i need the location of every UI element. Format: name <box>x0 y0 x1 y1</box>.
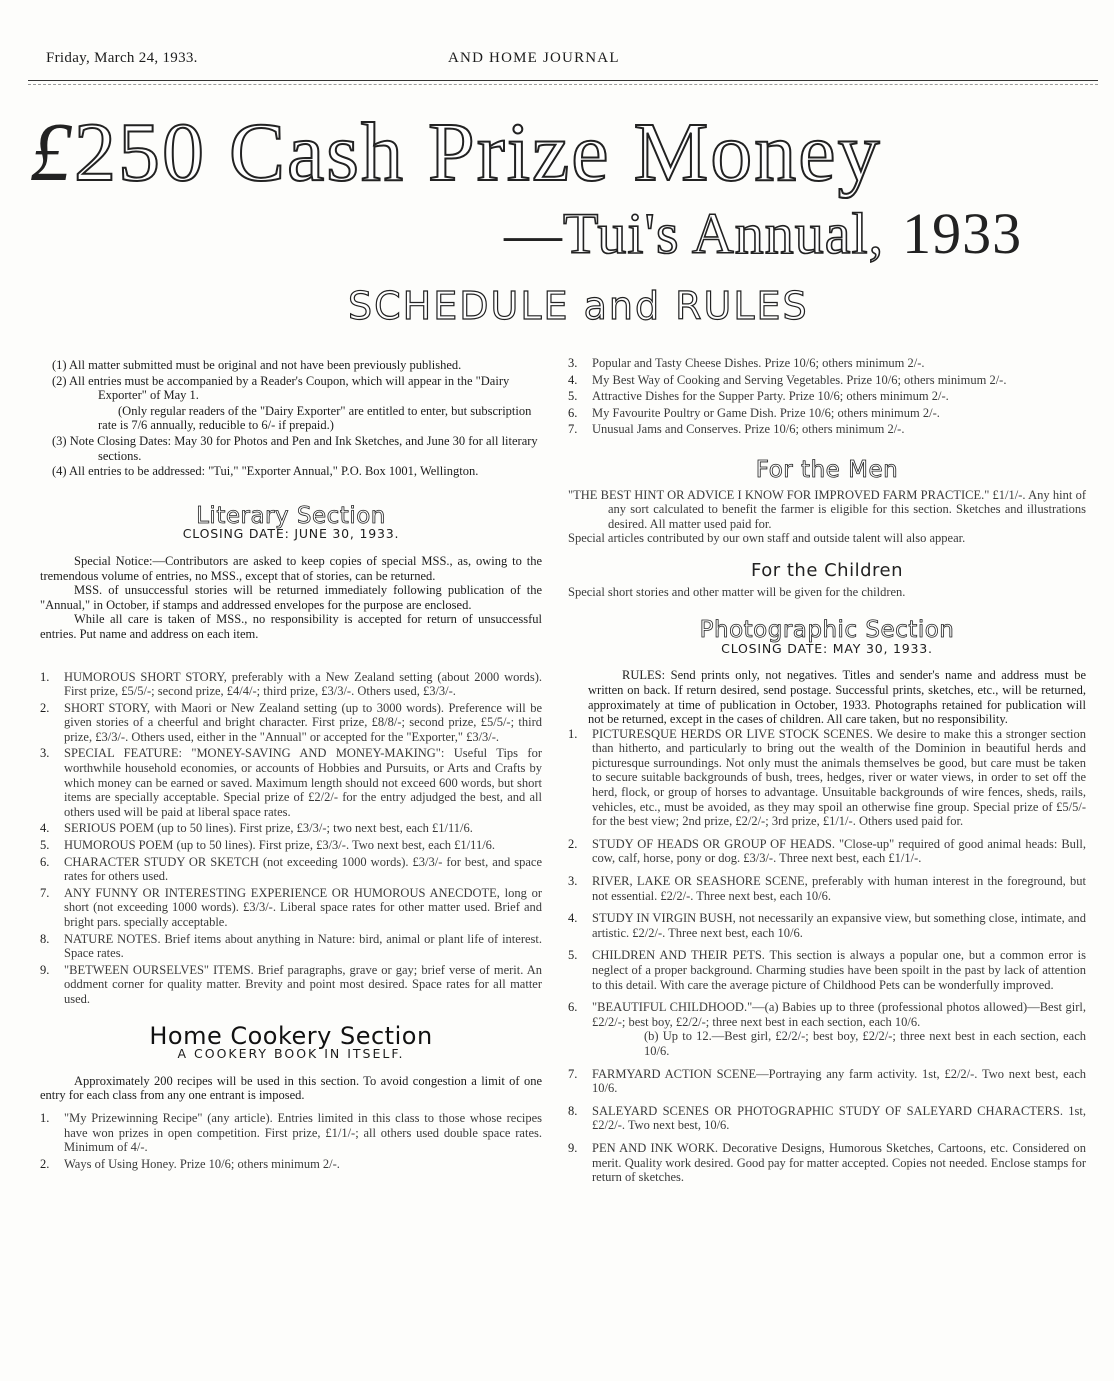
item-number: 8. <box>568 1103 578 1118</box>
literary-notice-2: MSS. of unsuccessful stories will be returned immediately following publication of the "Annual," in October, if stamps and addressed envelopes for the purpose are enclosed. <box>40 583 542 612</box>
item-text: CHILDREN AND THEIR PETS. This section is always a popular one, but a common error is neglect of a proper background. Charming studies have been spoilt in the past by lack of attention to this detail. With care the average picture of Childhood Pets can be wonderfully improved. <box>592 948 1086 992</box>
photo-item <box>568 1141 1086 1185</box>
item-number: 6. <box>568 1000 578 1015</box>
literary-item <box>40 886 542 930</box>
item-number: 5. <box>40 838 50 853</box>
item-text: Attractive Dishes for the Supper Party. Prize 10/6; others minimum 2/-. <box>592 389 949 404</box>
item-text: "BEAUTIFUL CHILDHOOD."—(a) Babies up to three (professional photos allowed)—Best girl, £2/2/-; best boy, £2/2/-; three next best in each section, each 10/6. <box>592 1000 1086 1029</box>
photo-item <box>568 911 1086 940</box>
photo-item <box>568 837 1086 866</box>
item-number: 7. <box>568 422 578 437</box>
item-number: 3. <box>568 874 578 889</box>
item-subtext: (b) Up to 12.—Best girl, £2/2/-; best boy, £2/2/-; three next best in each section, each 10/6. <box>644 1029 1086 1058</box>
item-number: 3. <box>568 356 578 370</box>
publication-name: AND HOME JOURNAL <box>448 50 620 66</box>
item-number: 7. <box>40 885 50 900</box>
general-rules <box>40 358 542 479</box>
photo-item <box>568 948 1086 992</box>
item-number: 2. <box>40 1156 50 1171</box>
item-number: 9. <box>40 962 50 977</box>
item-text: PICTURESQUE HERDS OR LIVE STOCK SCENES. We desire to make this a stronger section than hitherto, and particularly to bring out the wealth of the Dominion in beautiful herds and picturesque surroundings. Not only must the animals themselves be good, but care must be taken to secure suitable backgrounds of bush, trees, hedges, river or water views, in order to set off the herd, flock, or group of horses to advantage. Unsuitable backgrounds of wire fences, sheds, rails, vehicles, etc., must be avoided, as they may spoil an otherwise fine group. Special prize of £5/5/- for the best view; 2nd prize, £2/2/-; 3rd prize, £1/1/-. Others used paid for. <box>592 726 1086 829</box>
literary-item <box>40 670 542 699</box>
cookery-intro: Approximately 200 recipes will be used in this section. To avoid congestion a limit of one entry for each class from any one entrant is imposed. <box>40 1073 542 1103</box>
literary-item <box>40 838 542 853</box>
photo-rules: RULES: Send prints only, not negatives. Titles and sender's name and address must be written on back. If return desired, send postage. Successful prints, sketches, etc., will be returned, approximately at time of publication in October, 1933. Photographs retained for publication will not be returned, except in the cases of children. All care taken, but no responsibility. <box>588 668 1086 727</box>
item-text: "My Prizewinning Recipe" (any article). Entries limited in this class to those whose recipes have won prizes in open competition. First prize, £1/1/-; all others used double space rates. Minimum of 4/-. <box>64 1110 542 1155</box>
item-number: 9. <box>568 1140 578 1155</box>
item-text: CHARACTER STUDY OR SKETCH (not exceeding 1000 words). £3/3/- for best, and space rates for others used. <box>64 854 542 884</box>
cookery-item <box>568 422 1086 437</box>
item-text: NATURE NOTES. Brief items about anything in Nature: bird, animal or plant life of interest. Space rates. <box>64 931 542 961</box>
photo-item <box>568 874 1086 903</box>
item-number: 4. <box>568 911 578 926</box>
children-paragraph: Special short stories and other matter will be given for the children. <box>568 584 906 599</box>
item-text: My Best Way of Cooking and Serving Vegetables. Prize 10/6; others minimum 2/-. <box>592 372 1007 387</box>
rule-3: (3) Note Closing Dates: May 30 for Photos and Pen and Ink Sketches, and June 30 for all literary sections. <box>52 433 538 463</box>
item-text: SERIOUS POEM (up to 50 lines). First prize, £3/3/-; two next best, each £1/11/6. <box>64 821 473 836</box>
literary-notice-1: Special Notice:—Contributors are asked to keep copies of special MSS., as, owing to the tremendous volume of entries, no MSS., except that of stories, can be returned. <box>40 553 542 583</box>
literary-heading: Literary Section <box>196 502 386 529</box>
item-number: 8. <box>40 931 50 946</box>
photo-item <box>568 1067 1086 1096</box>
left-column <box>40 358 542 1173</box>
issue-date: Friday, March 24, 1933. <box>46 50 198 66</box>
rule-1: (1) All matter submitted must be original and not have been previously published. <box>52 358 462 372</box>
item-text: "BETWEEN OURSELVES" ITEMS. Brief paragraphs, grave or gay; brief verse of merit. An oddment corner for quality matter. Brevity and point most desired. Space rates for all matter used. <box>64 962 542 1006</box>
literary-notice-3: While all care is taken of MSS., no responsibility is accepted for return of unsuccessful entries. Put name and address on each item. <box>40 612 542 641</box>
item-text: ANY FUNNY OR INTERESTING EXPERIENCE OR HUMOROUS ANECDOTE, long or short (not exceeding 1000 words). £3/3/-. Liberal space rates for other matter used. Brief and bright pars. specially acceptable. <box>64 885 542 929</box>
item-text: My Favourite Poultry or Game Dish. Prize 10/6; others minimum 2/-. <box>592 405 940 420</box>
item-text: RIVER, LAKE OR SEASHORE SCENE, preferably with human interest in the foreground, but not essential. £2/2/-. Three next best, each 10/6. <box>592 874 1086 903</box>
cookery-item <box>40 1111 542 1155</box>
literary-closing-date: CLOSING DATE: JUNE 30, 1933. <box>182 526 400 542</box>
cookery-item <box>568 356 1086 371</box>
photo-item <box>568 1000 1086 1058</box>
rule-2-note: (Only regular readers of the "Dairy Exporter" are entitled to enter, but subscription rate is 7/6 annually, reducible to 6/- if prepaid.) <box>98 403 532 433</box>
photo-closing-date: CLOSING DATE: MAY 30, 1933. <box>721 640 933 656</box>
item-text: SPECIAL FEATURE: "MONEY-SAVING AND MONEY-MAKING": Useful Tips for worthwhile household economies, or accounts of Hobbies and Pursuits, or Arts and Crafts by which money can be earned or saved. Maximum length should not exceed 600 words, but short items are specially acceptable. Special prize of £2/2/- for the entry adjudged the best, and all others used will be paid at liberal space rates. <box>64 746 542 819</box>
main-headline-text: 250 Cash Prize Money <box>74 106 882 199</box>
photo-item <box>568 1104 1086 1133</box>
rule-4: (4) All entries to be addressed: "Tui," "Exporter Annual," P.O. Box 1001, Wellington. <box>52 464 479 479</box>
item-number: 6. <box>40 854 50 869</box>
item-text: STUDY IN VIRGIN BUSH, not necessarily an expansive view, but something close, intimate, and artistic. £2/2/-. Three next best, each 10/6. <box>592 911 1086 940</box>
item-number: 3. <box>40 746 50 761</box>
literary-item <box>40 821 542 836</box>
literary-items <box>40 670 542 1007</box>
sub-headline-dash: — <box>504 201 563 266</box>
photo-item <box>568 727 1086 829</box>
men-heading: For the Men <box>755 456 899 483</box>
photo-heading: Photographic Section <box>699 617 955 644</box>
cookery-item <box>568 406 1086 421</box>
item-text: SALEYARD SCENES OR PHOTOGRAPHIC STUDY OF SALEYARD CHARACTERS. 1st, £2/2/-. Two next best, 10/6. <box>592 1103 1086 1133</box>
item-number: 6. <box>568 405 578 420</box>
literary-item <box>40 746 542 819</box>
sub-headline-year: 1933 <box>902 201 1023 266</box>
cookery-heading: Home Cookery Section <box>149 1021 433 1050</box>
item-number: 1. <box>40 1110 50 1125</box>
item-text: HUMOROUS POEM (up to 50 lines). First prize, £3/3/-. Two next best, each £1/11/6. <box>64 838 496 853</box>
item-text: SHORT STORY, with Maori or New Zealand setting (up to 3000 words). Preference will be given stories of a cheerful and bright character. First prize, £8/8/-; second prize, £5/5/-; third prize, £3/3/-. Others used, either in the "Annual" or accepted for the "Exporter," £3/3/-. <box>64 700 542 744</box>
item-text: FARMYARD ACTION SCENE—Portraying any farm activity. 1st, £2/2/-. Two next best, each 10/6. <box>592 1066 1086 1096</box>
item-number: 1. <box>40 669 50 684</box>
men-paragraph-2: Special articles contributed by our own staff and outside talent will also appear. <box>568 531 966 546</box>
pound-sign: £ <box>30 106 74 199</box>
literary-item <box>40 701 542 745</box>
men-paragraph-1: "THE BEST HINT OR ADVICE I KNOW FOR IMPROVED FARM PRACTICE." £1/1/-. Any hint of any sort calculated to benefit the farmer is eligible for this section. Sketches and illustrations desired. All matter used paid for. <box>568 487 1086 531</box>
right-column <box>568 356 1086 1187</box>
cookery-subheading: A COOKERY BOOK IN ITSELF. <box>177 1046 405 1062</box>
cookery-item <box>568 389 1086 404</box>
schedule-heading: SCHEDULE and RULES <box>348 284 809 328</box>
item-number: 2. <box>568 836 578 851</box>
sub-headline-text: Tui's Annual, <box>563 201 885 266</box>
header-rule-dashed <box>28 84 1098 85</box>
item-number: 7. <box>568 1066 578 1081</box>
cookery-item <box>568 373 1086 388</box>
literary-item <box>40 855 542 884</box>
item-text: PEN AND INK WORK. Decorative Designs, Humorous Sketches, Cartoons, etc. Considered on merit. Quality work desired. Good pay for matter accepted. Copies not needed. Enclose stamps for return of sketches. <box>592 1140 1086 1185</box>
cookery-item <box>40 1157 542 1172</box>
literary-item <box>40 963 542 1007</box>
item-text: Ways of Using Honey. Prize 10/6; others minimum 2/-. <box>64 1156 340 1171</box>
item-text: Popular and Tasty Cheese Dishes. Prize 10/6; others minimum 2/-. <box>592 356 925 370</box>
item-number: 2. <box>40 700 50 715</box>
item-number: 4. <box>568 372 578 387</box>
main-headline <box>30 104 882 201</box>
sub-headline <box>504 200 1022 267</box>
item-number: 1. <box>568 726 578 741</box>
item-text: Unusual Jams and Conserves. Prize 10/6; others minimum 2/-. <box>592 422 905 437</box>
children-heading: For the Children <box>751 559 903 581</box>
rule-2: (2) All entries must be accompanied by a Reader's Coupon, which will appear in the "Dairy Exporter" of May 1. <box>52 373 510 403</box>
item-text: STUDY OF HEADS OR GROUP OF HEADS. "Close-up" required of good animal heads: Bull, cow, calf, horse, pony or dog. £3/3/-. Three next best, each £1/1/-. <box>592 836 1086 866</box>
item-number: 4. <box>40 821 50 836</box>
header-rule <box>28 80 1098 81</box>
item-number: 5. <box>568 948 578 963</box>
item-text: HUMOROUS SHORT STORY, preferably with a New Zealand setting (about 2000 words). First prize, £5/5/-; second prize, £4/4/-; third prize, £3/3/-. Others used, £3/3/-. <box>64 669 542 699</box>
item-number: 5. <box>568 389 578 404</box>
literary-item <box>40 932 542 961</box>
